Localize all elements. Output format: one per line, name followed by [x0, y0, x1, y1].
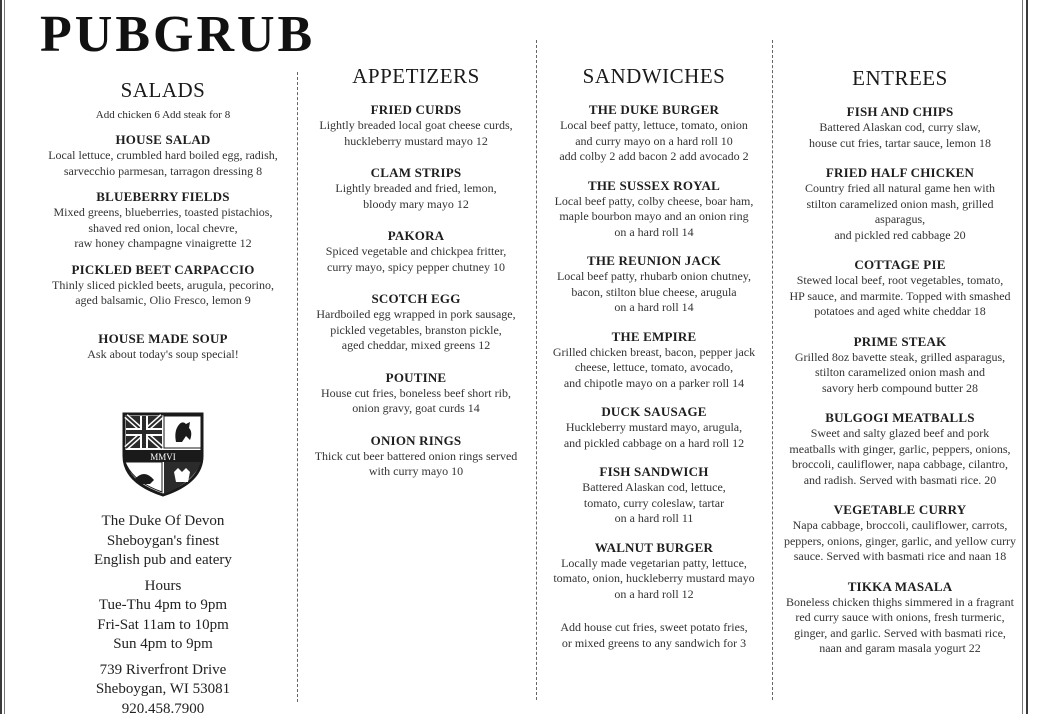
item-name: DUCK SAUSAGE [544, 404, 764, 420]
item-desc-line: and chipotle mayo on a parker roll 14 [544, 376, 764, 392]
address-line: Sheboygan, WI 53081 [42, 680, 284, 700]
menu-item [544, 464, 764, 527]
item-desc-line: House cut fries, boneless beef short rib, [306, 386, 526, 402]
item-name: ONION RINGS [306, 433, 526, 449]
item-desc-line: and curry mayo on a hard roll 10 [544, 134, 764, 150]
section-title: SALADS [42, 78, 284, 102]
item-desc-line: cheese, lettuce, tomato, avocado, [544, 360, 764, 376]
menu-item [782, 579, 1018, 657]
item-desc-line: with curry mayo 10 [306, 464, 526, 480]
item-desc-line: Local beef patty, lettuce, tomato, onion [544, 118, 764, 134]
section-title: APPETIZERS [306, 64, 526, 88]
menu-item [544, 102, 764, 165]
item-name: THE DUKE BURGER [544, 102, 764, 118]
item-desc-line: Sweet and salty glazed beef and pork [782, 426, 1018, 442]
item-desc-line: on a hard roll 14 [544, 300, 764, 316]
page-border-right-inner [1022, 0, 1023, 714]
item-desc-line: onion gravy, goat curds 14 [306, 401, 526, 417]
menu-item [782, 410, 1018, 488]
item-desc-line: maple bourbon mayo and an onion ring [544, 209, 764, 225]
salads-addons: Add chicken 6 Add steak for 8 [42, 108, 284, 122]
column-divider [297, 72, 298, 702]
item-desc-line: Lightly breaded local goat cheese curds, [306, 118, 526, 134]
item-desc-line: red curry sauce with onions, fresh turmeric, [782, 610, 1018, 626]
item-name: THE REUNION JACK [544, 253, 764, 269]
item-name: HOUSE SALAD [42, 132, 284, 148]
item-desc-line: Lightly breaded and fried, lemon, [306, 181, 526, 197]
page-border-right [1026, 0, 1028, 714]
appetizers-section [306, 64, 526, 490]
page-border-left-inner [4, 0, 5, 714]
hours-title: Hours [42, 577, 284, 597]
item-desc-line: ginger, and garlic. Served with basmati rice, [782, 626, 1018, 642]
item-desc-line: meatballs with ginger, garlic, peppers, onions, [782, 442, 1018, 458]
item-name: SCOTCH EGG [306, 291, 526, 307]
item-desc-line: sarvecchio parmesan, tarragon dressing 8 [42, 164, 284, 180]
menu-item [42, 132, 284, 179]
item-desc-line: bloody mary mayo 12 [306, 197, 526, 213]
item-desc-line: on a hard roll 14 [544, 225, 764, 241]
crest-logo-icon [120, 410, 206, 498]
menu-item [306, 102, 526, 149]
item-desc-line: Napa cabbage, broccoli, cauliflower, carrots, [782, 518, 1018, 534]
page-border-left [0, 0, 2, 714]
item-desc-line: bacon, stilton blue cheese, arugula [544, 285, 764, 301]
item-desc-line: Local lettuce, crumbled hard boiled egg, radish, [42, 148, 284, 164]
menu-item [544, 253, 764, 316]
item-desc-line: Thick cut beer battered onion rings served [306, 449, 526, 465]
menu-item [544, 329, 764, 392]
item-desc-line: house cut fries, tartar sauce, lemon 18 [782, 136, 1018, 152]
item-desc-line: tomato, onion, huckleberry mustard mayo [544, 571, 764, 587]
item-name: FISH SANDWICH [544, 464, 764, 480]
item-desc-line: Huckleberry mustard mayo, arugula, [544, 420, 764, 436]
sandwiches-section [544, 64, 764, 651]
item-name: TIKKA MASALA [782, 579, 1018, 595]
menu-item [306, 228, 526, 275]
menu-item [782, 257, 1018, 320]
item-desc-line: on a hard roll 11 [544, 511, 764, 527]
sandwich-sides-note [544, 620, 764, 651]
item-desc-line: pickled vegetables, branston pickle, [306, 323, 526, 339]
menu-item [306, 291, 526, 354]
menu-item [306, 370, 526, 417]
item-desc-line: naan and garam masala yogurt 22 [782, 641, 1018, 657]
item-name: BULGOGI MEATBALLS [782, 410, 1018, 426]
item-desc-line: HP sauce, and marmite. Topped with smashed [782, 289, 1018, 305]
crest-text: MMVI [150, 452, 176, 462]
item-name: BLUEBERRY FIELDS [42, 189, 284, 205]
item-desc-line: stilton caramelized onion mash, grilled asparagus, [782, 197, 1018, 228]
menu-item [782, 104, 1018, 151]
menu-item [782, 165, 1018, 243]
item-desc-line: and pickled red cabbage 20 [782, 228, 1018, 244]
address-line: 739 Riverfront Drive [42, 661, 284, 681]
menu-item [42, 331, 284, 363]
item-desc-line: aged balsamic, Olio Fresco, lemon 9 [42, 293, 284, 309]
item-name: CLAM STRIPS [306, 165, 526, 181]
item-desc-line: Ask about today's soup special! [42, 347, 284, 363]
item-name: COTTAGE PIE [782, 257, 1018, 273]
item-desc-line: add colby 2 add bacon 2 add avocado 2 [544, 149, 764, 165]
item-desc-line: Spiced vegetable and chickpea fritter, [306, 244, 526, 260]
item-desc-line: curry mayo, spicy pepper chutney 10 [306, 260, 526, 276]
note-line: or mixed greens to any sandwich for 3 [544, 636, 764, 652]
item-desc-line: potatoes and aged white cheddar 18 [782, 304, 1018, 320]
item-desc-line: Grilled 8oz bavette steak, grilled asparagus, [782, 350, 1018, 366]
item-desc-line: Stewed local beef, root vegetables, tomato, [782, 273, 1018, 289]
item-name: FRIED CURDS [306, 102, 526, 118]
item-name: PRIME STEAK [782, 334, 1018, 350]
item-desc-line: Thinly sliced pickled beets, arugula, pecorino, [42, 278, 284, 294]
column-divider [536, 40, 537, 700]
item-desc-line: savory herb compound butter 28 [782, 381, 1018, 397]
item-name: FISH AND CHIPS [782, 104, 1018, 120]
pub-tagline: English pub and eatery [42, 551, 284, 571]
item-name: FRIED HALF CHICKEN [782, 165, 1018, 181]
item-desc-line: Locally made vegetarian patty, lettuce, [544, 556, 764, 572]
item-name: VEGETABLE CURRY [782, 502, 1018, 518]
menu-item [544, 404, 764, 451]
pub-name: The Duke Of Devon [42, 512, 284, 532]
pub-info [42, 512, 284, 719]
menu-item [544, 178, 764, 241]
item-desc-line: Battered Alaskan cod, curry slaw, [782, 120, 1018, 136]
entrees-section [782, 66, 1018, 667]
item-desc-line: peppers, onions, ginger, garlic, and yellow curry [782, 534, 1018, 550]
item-name: PAKORA [306, 228, 526, 244]
section-title: SANDWICHES [544, 64, 764, 88]
menu-item [782, 334, 1018, 397]
item-name: THE SUSSEX ROYAL [544, 178, 764, 194]
item-desc-line: Local beef patty, colby cheese, boar ham, [544, 194, 764, 210]
item-desc-line: raw honey champagne vinaigrette 12 [42, 236, 284, 252]
menu-item [782, 502, 1018, 565]
item-name: THE EMPIRE [544, 329, 764, 345]
hours-line: Tue-Thu 4pm to 9pm [42, 596, 284, 616]
item-desc-line: Hardboiled egg wrapped in pork sausage, [306, 307, 526, 323]
item-name: WALNUT BURGER [544, 540, 764, 556]
item-desc-line: Boneless chicken thighs simmered in a fragrant [782, 595, 1018, 611]
column-divider [772, 40, 773, 700]
item-desc-line: Mixed greens, blueberries, toasted pistachios, [42, 205, 284, 221]
menu-item [544, 540, 764, 603]
item-desc-line: shaved red onion, local chevre, [42, 221, 284, 237]
item-desc-line: sauce. Served with basmati rice and naan 18 [782, 549, 1018, 565]
item-desc-line: Grilled chicken breast, bacon, pepper jack [544, 345, 764, 361]
menu-item [42, 262, 284, 309]
phone-number: 920.458.7900 [42, 700, 284, 719]
item-desc-line: on a hard roll 12 [544, 587, 764, 603]
item-desc-line: aged cheddar, mixed greens 12 [306, 338, 526, 354]
item-desc-line: tomato, curry coleslaw, tartar [544, 496, 764, 512]
menu-item [306, 165, 526, 212]
brand-logo-text: PUBGRUB [40, 4, 315, 66]
item-desc-line: Country fried all natural game hen with [782, 181, 1018, 197]
item-desc-line: Local beef patty, rhubarb onion chutney, [544, 269, 764, 285]
item-name: POUTINE [306, 370, 526, 386]
item-desc-line: huckleberry mustard mayo 12 [306, 134, 526, 150]
item-name: PICKLED BEET CARPACCIO [42, 262, 284, 278]
item-name: HOUSE MADE SOUP [42, 331, 284, 347]
menu-item [42, 189, 284, 252]
item-desc-line: and pickled cabbage on a hard roll 12 [544, 436, 764, 452]
item-desc-line: Battered Alaskan cod, lettuce, [544, 480, 764, 496]
menu-item [306, 433, 526, 480]
section-title: ENTREES [782, 66, 1018, 90]
note-line: Add house cut fries, sweet potato fries, [544, 620, 764, 636]
item-desc-line: stilton caramelized onion mash and [782, 365, 1018, 381]
item-desc-line: broccoli, cauliflower, napa cabbage, cilantro, [782, 457, 1018, 473]
hours-line: Sun 4pm to 9pm [42, 635, 284, 655]
hours-line: Fri-Sat 11am to 10pm [42, 616, 284, 636]
salads-section [42, 78, 284, 719]
pub-tagline: Sheboygan's finest [42, 532, 284, 552]
item-desc-line: and radish. Served with basmati rice. 20 [782, 473, 1018, 489]
